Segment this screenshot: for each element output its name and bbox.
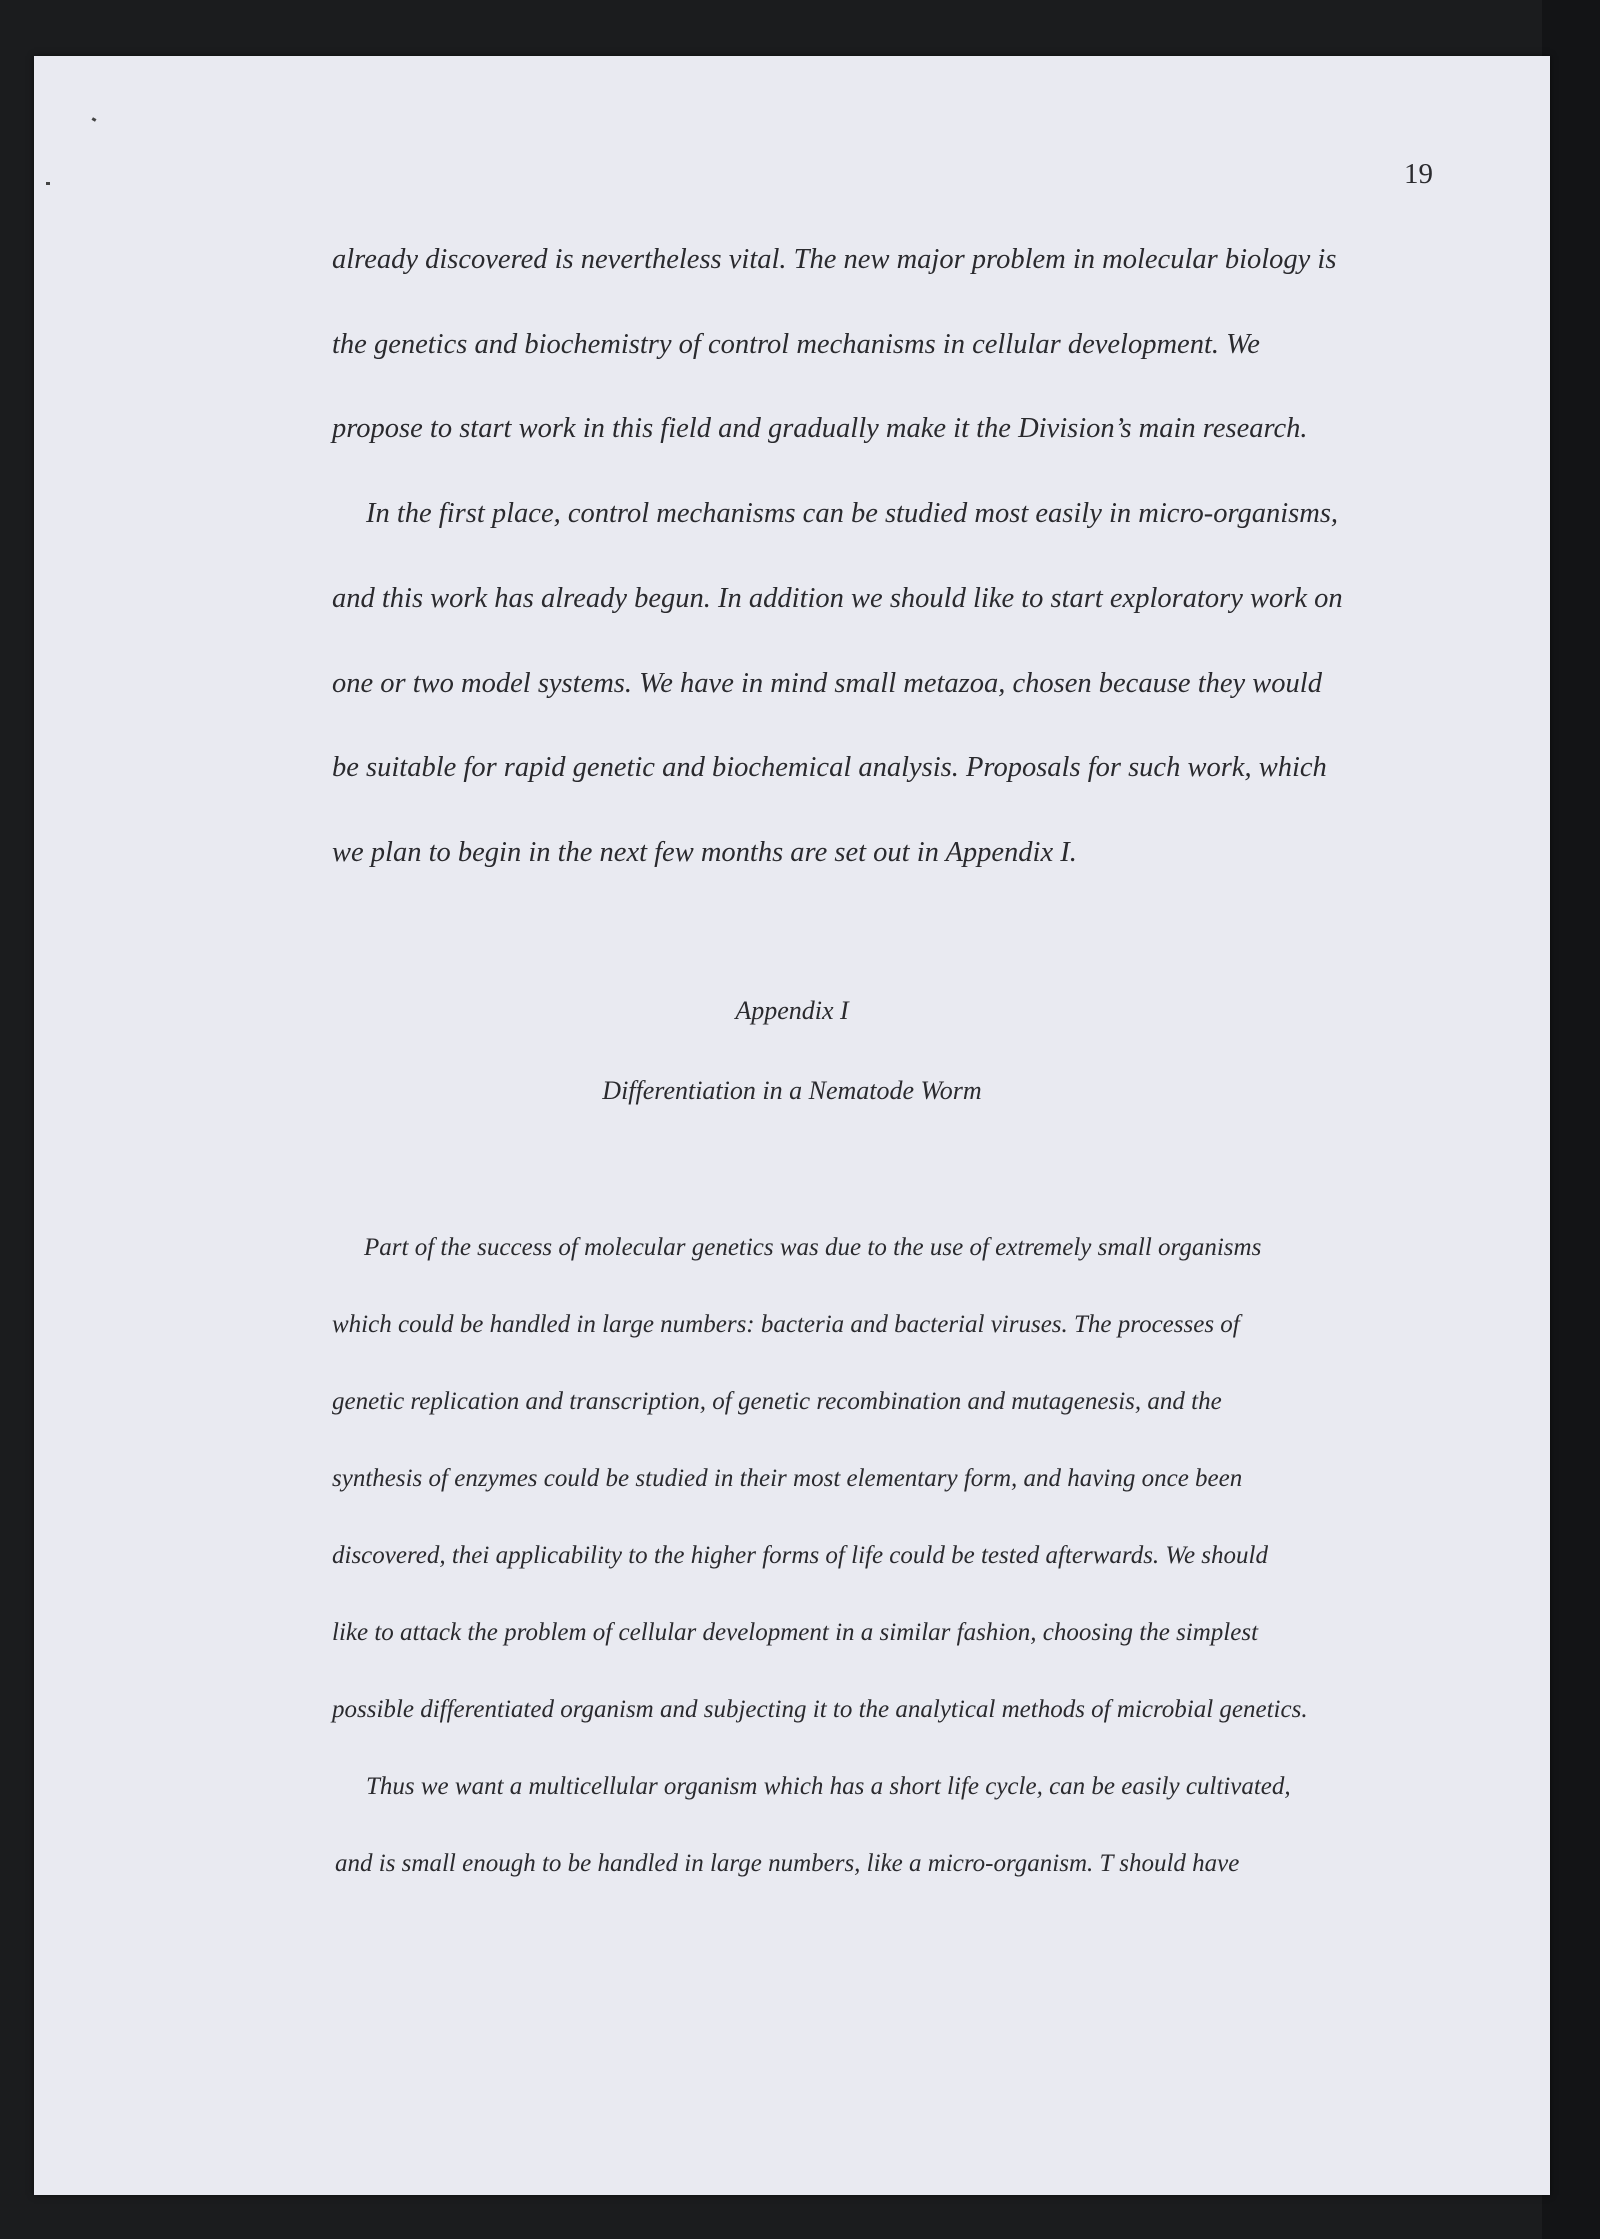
body-line: one or two model systems. We have in mind small metazoa, chosen because they would bbox=[332, 668, 1322, 699]
appendix-heading: Appendix I bbox=[735, 996, 849, 1025]
document-page bbox=[34, 56, 1550, 2195]
body-line: we plan to begin in the next few months are set out in Appendix I. bbox=[332, 837, 1077, 868]
body-line: already discovered is nevertheless vital. The new major problem in molecular biology is bbox=[332, 244, 1337, 275]
appendix-line: possible differentiated organism and subjecting it to the analytical methods of microbial genetics. bbox=[332, 1696, 1308, 1723]
body-line: In the first place, control mechanisms can be studied most easily in micro-organisms, bbox=[366, 498, 1339, 529]
scan-backdrop-edge bbox=[1542, 0, 1600, 2239]
appendix-subheading: Differentiation in a Nematode Worm bbox=[602, 1076, 982, 1105]
appendix-line: genetic replication and transcription, of genetic recombination and mutagenesis, and the bbox=[332, 1388, 1222, 1415]
appendix-line: Part of the success of molecular genetics was due to the use of extremely small organisms bbox=[364, 1234, 1262, 1261]
appendix-line: Thus we want a multicellular organism which has a short life cycle, can be easily cultivated, bbox=[366, 1773, 1291, 1800]
appendix-line: synthesis of enzymes could be studied in their most elementary form, and having once been bbox=[332, 1465, 1243, 1492]
body-line: and this work has already begun. In addition we should like to start exploratory work on bbox=[332, 583, 1343, 614]
appendix-line: and is small enough to be handled in large numbers, like a micro-organism. T should have bbox=[335, 1850, 1240, 1877]
appendix-line: like to attack the problem of cellular development in a similar fashion, choosing the simplest bbox=[332, 1619, 1259, 1646]
body-line: propose to start work in this field and gradually make it the Division’s main research. bbox=[332, 413, 1308, 444]
appendix-line: discovered, thei applicability to the higher forms of life could be tested afterwards. We should bbox=[332, 1542, 1268, 1569]
body-line: the genetics and biochemistry of control mechanisms in cellular development. We bbox=[332, 329, 1260, 360]
appendix-line: which could be handled in large numbers: bacteria and bacterial viruses. The processes of bbox=[332, 1311, 1240, 1338]
scan-speck bbox=[92, 117, 97, 122]
scan-speck bbox=[46, 182, 50, 185]
body-line: be suitable for rapid genetic and biochemical analysis. Proposals for such work, which bbox=[332, 752, 1327, 783]
page-number: 19 bbox=[1404, 158, 1433, 190]
